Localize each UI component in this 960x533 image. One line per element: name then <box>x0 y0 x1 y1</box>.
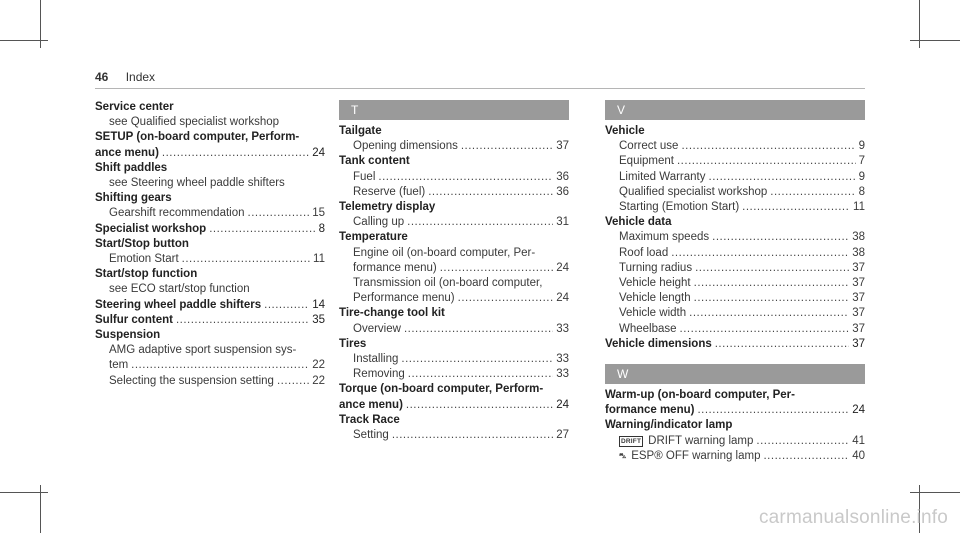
entry-text: Shifting gears <box>95 192 172 205</box>
crop-mark <box>910 492 960 493</box>
page-reference[interactable]: 8 <box>858 185 865 198</box>
entry-line <box>353 428 569 443</box>
entry-text: Temperature <box>339 231 408 244</box>
leader-dots <box>406 398 553 413</box>
leader-dots <box>162 146 309 161</box>
entry-text: Specialist workshop <box>95 222 207 235</box>
entry-text: see Steering wheel paddle shifters <box>109 177 285 190</box>
index-subentry <box>339 367 569 382</box>
index-entry <box>605 215 865 230</box>
page-reference[interactable]: 7 <box>858 155 865 168</box>
index-entry <box>95 191 325 206</box>
index-entry <box>605 124 865 139</box>
entry-text: Overview <box>353 322 401 335</box>
entry-text: Tank content <box>339 155 410 168</box>
entry-text: Performance menu) <box>353 292 455 305</box>
index-subentry <box>339 170 569 185</box>
index-subentry <box>95 206 325 221</box>
entry-text: Turning radius <box>619 261 693 274</box>
index-subentry <box>95 374 325 389</box>
entry-text: SETUP (on-board computer, Perform- <box>95 131 300 144</box>
entry-line <box>619 261 865 276</box>
page-header <box>95 70 155 84</box>
leader-dots <box>401 352 553 367</box>
page-reference[interactable]: 11 <box>853 201 865 214</box>
entry-text: Installing <box>353 353 399 366</box>
entry-text: Tailgate <box>339 125 382 137</box>
leader-dots <box>209 222 315 237</box>
entry-text: Sulfur content <box>95 313 173 326</box>
page-reference[interactable]: 14 <box>312 298 325 311</box>
index-entry <box>95 100 325 115</box>
entry-text: Maximum speeds <box>619 231 710 244</box>
page-reference[interactable]: 36 <box>556 170 569 183</box>
entry-line <box>353 185 569 200</box>
page-reference[interactable]: 8 <box>318 222 325 235</box>
entry-text: Setting <box>353 429 389 442</box>
index-subentry <box>605 276 865 291</box>
entry-text: Equipment <box>619 155 674 168</box>
index-subentry <box>605 434 865 449</box>
entry-text: Correct use <box>619 140 679 153</box>
leader-dots <box>277 374 309 389</box>
leader-dots <box>680 322 850 337</box>
leader-dots <box>182 252 310 267</box>
page-reference[interactable]: 11 <box>313 253 325 266</box>
index-subentry <box>95 115 325 130</box>
entry-line <box>339 398 569 413</box>
entry-line <box>95 313 325 328</box>
entry-line <box>109 206 325 221</box>
entry-text: Fuel <box>353 170 376 183</box>
entry-text: Vehicle data <box>605 216 672 229</box>
entry-text: Shift paddles <box>95 161 168 174</box>
entry-text: Telemetry display <box>339 201 436 214</box>
index-entry <box>95 237 325 252</box>
page-reference[interactable]: 37 <box>556 140 569 153</box>
index-entry <box>339 154 569 169</box>
entry-line <box>353 367 569 382</box>
entry-text: Warm-up (on-board computer, Per- <box>605 389 795 402</box>
index-subentry <box>339 322 569 337</box>
index-entry <box>339 306 569 321</box>
index-subentry <box>339 139 569 154</box>
entry-text: Warning/indicator lamp <box>605 419 733 432</box>
entry-text: Selecting the suspension setting <box>109 374 274 387</box>
leader-dots <box>695 261 849 276</box>
page-reference[interactable]: 9 <box>858 140 865 153</box>
page-reference[interactable]: 33 <box>556 368 569 381</box>
index-subentry <box>339 185 569 200</box>
index-column-1 <box>95 100 325 389</box>
entry-text: Removing <box>353 368 405 381</box>
index-subentry <box>605 322 865 337</box>
entry-line <box>619 185 865 200</box>
leader-dots <box>248 206 310 221</box>
entry-line <box>95 222 325 237</box>
entry-text: Tire-change tool kit <box>339 307 445 320</box>
page-reference[interactable]: 31 <box>556 216 569 229</box>
crop-mark <box>0 492 48 493</box>
section-gap <box>605 352 865 364</box>
index-subentry <box>339 276 569 306</box>
index-subentry <box>605 246 865 261</box>
entry-line <box>619 276 865 291</box>
page-reference[interactable]: 33 <box>556 353 569 366</box>
leader-dots <box>697 403 849 418</box>
page-reference[interactable]: 40 <box>852 449 865 462</box>
index-entry <box>95 298 325 313</box>
leader-dots <box>461 139 553 154</box>
entry-text: see Qualified specialist workshop <box>109 116 280 129</box>
entry-text: Limited Warranty <box>619 170 706 183</box>
entry-text: tem <box>109 359 129 372</box>
entry-text: Vehicle height <box>619 277 691 290</box>
index-entry <box>339 200 569 215</box>
header-rule <box>95 88 865 89</box>
entry-text: Gearshift recommendation <box>109 207 245 220</box>
leader-dots <box>404 322 553 337</box>
entry-text: formance menu) <box>605 404 695 417</box>
entry-text: AMG adaptive sport suspension sys- <box>109 344 297 357</box>
letter-heading: T <box>339 100 569 120</box>
entry-line <box>353 170 569 185</box>
leader-dots <box>712 230 849 245</box>
page-reference[interactable]: 15 <box>312 207 325 220</box>
entry-text: Steering wheel paddle shifters <box>95 298 262 311</box>
index-subentry <box>605 306 865 321</box>
entry-text: Tires <box>339 337 367 350</box>
page-reference[interactable]: 37 <box>852 337 865 350</box>
page-reference[interactable]: 27 <box>556 429 569 442</box>
entry-text: Vehicle width <box>619 307 687 320</box>
index-subentry <box>95 252 325 267</box>
entry-text: see ECO start/stop function <box>109 283 250 296</box>
index-subentry <box>95 176 325 191</box>
entry-text: Suspension <box>95 329 161 342</box>
leader-dots <box>428 185 553 200</box>
entry-text: Vehicle dimensions <box>605 337 712 350</box>
index-entry <box>95 328 325 343</box>
index-subentry <box>605 200 865 215</box>
index-subentry <box>339 215 569 230</box>
entry-line <box>619 449 865 464</box>
leader-dots <box>677 154 856 169</box>
index-subentry <box>95 343 325 373</box>
index-entry <box>605 337 865 352</box>
leader-dots <box>408 367 553 382</box>
leader-dots <box>392 428 553 443</box>
entry-text: Start/Stop button <box>95 237 189 250</box>
entry-line <box>619 322 865 337</box>
entry-line <box>353 322 569 337</box>
leader-dots <box>671 246 849 261</box>
page-reference[interactable]: 24 <box>312 146 325 159</box>
page-reference[interactable]: 24 <box>852 404 865 417</box>
page-reference[interactable]: 24 <box>556 398 569 411</box>
page-reference[interactable]: 33 <box>556 322 569 335</box>
page-reference[interactable]: 24 <box>556 292 569 305</box>
index-entry <box>605 418 865 433</box>
index-entry <box>95 313 325 328</box>
index-subentry <box>605 230 865 245</box>
entry-text: Transmission oil (on-board computer, <box>353 277 543 290</box>
entry-text: Calling up <box>353 216 405 229</box>
entry-text: Track Race <box>339 413 400 426</box>
entry-text: Start/stop function <box>95 268 198 281</box>
entry-line <box>109 374 325 389</box>
entry-line <box>353 352 569 367</box>
entry-text: ance menu) <box>339 398 403 411</box>
page-title: Index <box>125 70 156 84</box>
entry-line <box>619 230 865 245</box>
index-entry <box>339 230 569 245</box>
watermark: carmanualsonline.info <box>758 507 948 528</box>
entry-text: ance menu) <box>95 146 159 159</box>
leader-dots <box>440 261 553 276</box>
entry-line <box>109 358 325 373</box>
entry-text: Opening dimensions <box>353 140 458 153</box>
entry-text: DRIFT DRIFT warning lamp <box>621 434 754 447</box>
page-reference[interactable]: 37 <box>852 292 865 305</box>
page-reference[interactable]: 22 <box>312 374 325 387</box>
entry-text: Qualified specialist workshop <box>619 185 768 198</box>
leader-dots <box>458 291 554 306</box>
letter-heading: W <box>605 364 865 384</box>
entry-line <box>95 298 325 313</box>
page-number: 46 <box>95 70 109 84</box>
leader-dots <box>715 337 849 352</box>
entry-line <box>353 291 569 306</box>
index-entry <box>95 130 325 160</box>
index-subentry <box>339 246 569 276</box>
entry-line <box>619 154 865 169</box>
letter-heading: V <box>605 100 865 120</box>
leader-dots <box>689 306 849 321</box>
index-entry <box>339 337 569 352</box>
page-reference[interactable]: 38 <box>852 231 865 244</box>
page-reference[interactable]: 38 <box>852 246 865 259</box>
page-reference[interactable]: 9 <box>858 170 865 183</box>
drift-warning-icon: DRIFT <box>621 437 642 445</box>
crop-mark <box>0 40 48 41</box>
leader-dots <box>756 434 849 449</box>
index-subentry <box>605 261 865 276</box>
leader-dots <box>264 298 309 313</box>
entry-text: Emotion Start <box>109 253 179 266</box>
entry-text: Torque (on-board computer, Perform- <box>339 383 544 396</box>
leader-dots <box>763 449 849 464</box>
page-reference[interactable]: 37 <box>852 322 865 335</box>
page-reference[interactable]: 37 <box>852 261 865 274</box>
entry-text: Vehicle length <box>619 292 691 305</box>
entry-line <box>605 403 865 418</box>
entry-line <box>353 215 569 230</box>
index-entry <box>339 413 569 428</box>
entry-line <box>619 306 865 321</box>
index-subentry <box>605 139 865 154</box>
page-reference[interactable]: 37 <box>852 307 865 320</box>
entry-text: Reserve (fuel) <box>353 185 426 198</box>
entry-line <box>109 252 325 267</box>
crop-mark <box>910 40 960 41</box>
esp-off-warning-icon: ⛍ <box>619 452 627 460</box>
page-reference[interactable]: 41 <box>852 434 865 447</box>
entry-line <box>619 139 865 154</box>
index-subentry <box>339 352 569 367</box>
leader-dots <box>770 185 855 200</box>
entry-line <box>605 337 865 352</box>
page-reference[interactable]: 24 <box>556 261 569 274</box>
leader-dots <box>709 170 856 185</box>
leader-dots <box>131 358 309 373</box>
leader-dots <box>694 276 850 291</box>
entry-text: Roof load <box>619 246 669 259</box>
leader-dots <box>694 291 850 306</box>
entry-text: Service center <box>95 101 174 113</box>
index-subentry <box>605 185 865 200</box>
entry-text: formance menu) <box>353 261 437 274</box>
index-subentry <box>605 449 865 464</box>
entry-text: Wheelbase <box>619 322 677 335</box>
page-reference[interactable]: 22 <box>312 359 325 372</box>
entry-text: Vehicle <box>605 125 645 137</box>
entry-text: ⛍ ESP® OFF warning lamp <box>619 449 761 462</box>
page-reference[interactable]: 35 <box>312 313 325 326</box>
entry-line <box>619 200 865 215</box>
index-entry <box>339 382 569 412</box>
entry-line <box>619 434 865 449</box>
index-entry <box>605 388 865 418</box>
index-subentry <box>605 154 865 169</box>
entry-line <box>353 139 569 154</box>
entry-text: Starting (Emotion Start) <box>619 201 740 214</box>
entry-line <box>95 146 325 161</box>
index-entry <box>95 161 325 176</box>
entry-line <box>619 246 865 261</box>
entry-line <box>353 261 569 276</box>
page-reference[interactable]: 36 <box>556 185 569 198</box>
index-subentry <box>605 170 865 185</box>
page-reference[interactable]: 37 <box>852 277 865 290</box>
index-column-2 <box>339 100 569 443</box>
entry-text: Engine oil (on-board computer, Per- <box>353 246 536 259</box>
leader-dots <box>176 313 309 328</box>
entry-line <box>619 291 865 306</box>
index-subentry <box>95 282 325 297</box>
leader-dots <box>378 170 553 185</box>
index-subentry <box>339 428 569 443</box>
index-entry <box>95 222 325 237</box>
leader-dots <box>742 200 850 215</box>
index-column-3 <box>605 100 865 464</box>
index-entry <box>339 124 569 139</box>
index-subentry <box>605 291 865 306</box>
leader-dots <box>681 139 855 154</box>
entry-line <box>619 170 865 185</box>
index-entry <box>95 267 325 282</box>
leader-dots <box>407 215 553 230</box>
